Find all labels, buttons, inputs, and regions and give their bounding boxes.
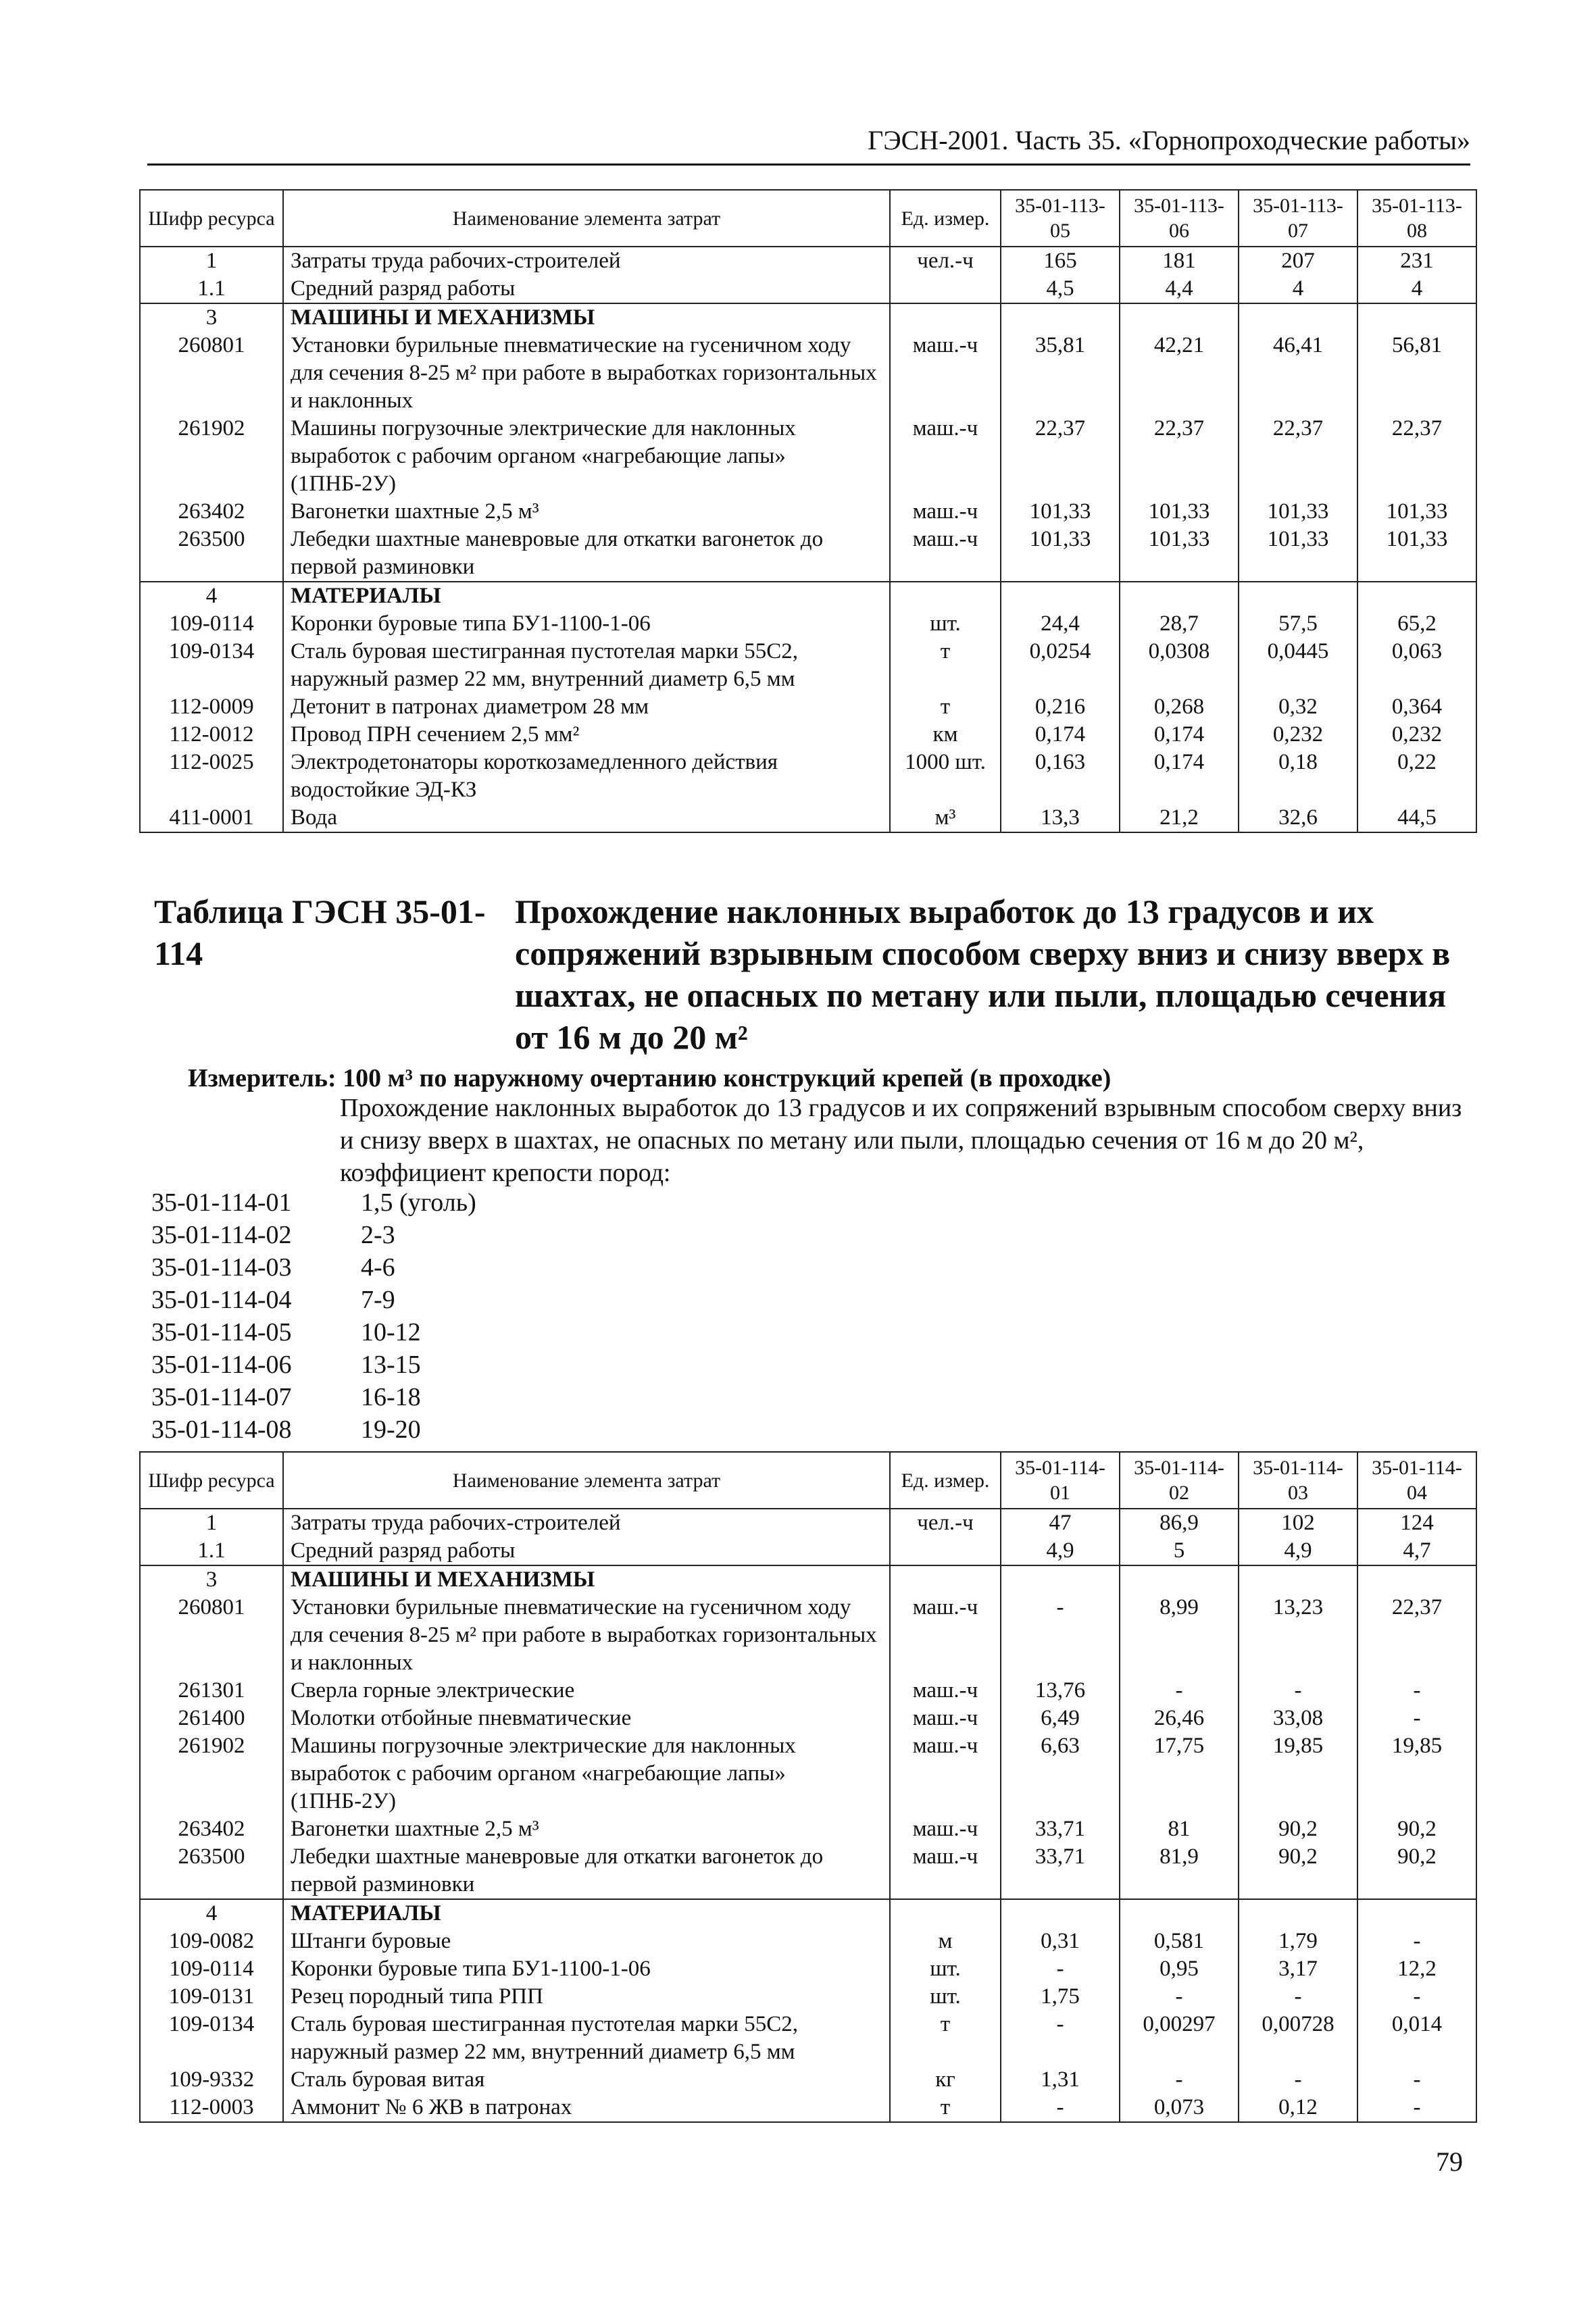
resource-code: 1 [140, 247, 283, 275]
table-row [140, 1705, 1476, 1732]
resource-value-4: 22,37 [1357, 415, 1476, 498]
variant-value: 10-12 [361, 1318, 421, 1347]
resource-value-3: - [1239, 1677, 1357, 1705]
resource-value-3: 4 [1239, 275, 1357, 303]
header-col-1: 35-01-114-01 [1001, 1452, 1120, 1509]
resource-value-1: - [1001, 1594, 1120, 1677]
table-row [140, 1899, 1476, 1928]
table-row [140, 1843, 1476, 1899]
resource-value-2: 101,33 [1120, 526, 1239, 582]
resource-value-3: 102 [1239, 1509, 1357, 1537]
resource-value-3: 1,79 [1239, 1928, 1357, 1955]
work-description: Прохождение наклонных выработок до 13 градусов и их сопряжений взрывным способом сверху вниз и снизу вверх в шахтах, не опасных по метану или пыли, площадью сечения от 16 м до 20 м², коэффициент крепости пород: [340, 1094, 1462, 1187]
resource-code: 112-0012 [140, 721, 283, 749]
resource-name: МАШИНЫ И МЕХАНИЗМЫ [283, 303, 890, 332]
variant-value: 1,5 (уголь) [361, 1188, 476, 1217]
resource-value-2: 28,7 [1120, 610, 1239, 638]
resource-value-2: 101,33 [1120, 498, 1239, 526]
table-row [140, 332, 1476, 415]
resource-value-4: 4,7 [1357, 1537, 1476, 1565]
resource-code: 261301 [140, 1677, 283, 1705]
header-col-4: 35-01-113-08 [1357, 190, 1476, 247]
resource-value-4 [1357, 1565, 1476, 1594]
resource-value-3: 90,2 [1239, 1815, 1357, 1843]
resource-name: Затраты труда рабочих-строителей [283, 247, 890, 275]
resource-code: 109-0114 [140, 610, 283, 638]
resource-name: Средний разряд работы [283, 1537, 890, 1565]
resource-unit: кг [890, 2066, 1001, 2094]
variant-value: 4-6 [361, 1253, 395, 1282]
header-col-2: 35-01-113-06 [1120, 190, 1239, 247]
table-row [140, 1509, 1476, 1537]
resource-value-1: 165 [1001, 247, 1120, 275]
resource-name: Машины погрузочные электрические для наклонных выработок с рабочим органом «нагребающие лапы» (1ПНБ-2У) [283, 415, 890, 498]
resource-code: 112-0009 [140, 693, 283, 721]
resource-table-113 [139, 189, 1477, 833]
resource-value-3: - [1239, 1983, 1357, 2011]
resource-unit: маш.-ч [890, 1594, 1001, 1677]
resource-value-1: 22,37 [1001, 415, 1120, 498]
resource-code: 112-0003 [140, 2094, 283, 2122]
resource-code: 1 [140, 1509, 283, 1537]
resource-name: Коронки буровые типа БУ1-1100-1-06 [283, 610, 890, 638]
resource-code: 411-0001 [140, 804, 283, 832]
table-row [140, 1732, 1476, 1815]
resource-unit: маш.-ч [890, 1815, 1001, 1843]
table-row [140, 2066, 1476, 2094]
variant-code: 35-01-114-05 [151, 1318, 292, 1347]
resource-name: Средний разряд работы [283, 275, 890, 303]
running-header: ГЭСН-2001. Часть 35. «Горнопроходческие работы» [147, 122, 1470, 166]
table-row [140, 247, 1476, 275]
table-row [140, 303, 1476, 332]
resource-value-1: - [1001, 1955, 1120, 1983]
resource-code: 263402 [140, 1815, 283, 1843]
resource-value-1 [1001, 1565, 1120, 1594]
resource-value-2: 0,174 [1120, 749, 1239, 804]
table-row [140, 498, 1476, 526]
resource-value-3: 101,33 [1239, 498, 1357, 526]
resource-code: 263402 [140, 498, 283, 526]
resource-value-2: 22,37 [1120, 415, 1239, 498]
page-number: 79 [1436, 2146, 1463, 2177]
resource-name: Лебедки шахтные маневровые для откатки вагонеток до первой разминовки [283, 1843, 890, 1899]
resource-value-2: - [1120, 1983, 1239, 2011]
resource-unit [890, 582, 1001, 610]
resource-value-1: 1,31 [1001, 2066, 1120, 2094]
header-code: Шифр ресурса [140, 190, 283, 247]
resource-value-1: 33,71 [1001, 1815, 1120, 1843]
resource-unit: 1000 шт. [890, 749, 1001, 804]
resource-value-1: 0,0254 [1001, 638, 1120, 693]
resource-unit: маш.-ч [890, 1843, 1001, 1899]
resource-code: 263500 [140, 1843, 283, 1899]
resource-value-2: 0,00297 [1120, 2011, 1239, 2066]
resource-unit: маш.-ч [890, 526, 1001, 582]
resource-value-2: 0,073 [1120, 2094, 1239, 2122]
resource-code: 109-0134 [140, 2011, 283, 2066]
resource-value-4: - [1357, 2066, 1476, 2094]
table-row [140, 2011, 1476, 2066]
header-unit: Ед. измер. [890, 190, 1001, 247]
resource-value-1: 4,5 [1001, 275, 1120, 303]
resource-value-4: 12,2 [1357, 1955, 1476, 1983]
resource-unit: маш.-ч [890, 1705, 1001, 1732]
resource-name: Установки бурильные пневматические на гусеничном ходу для сечения 8-25 м² при работе в выработках горизонтальных и наклонных [283, 332, 890, 415]
resource-value-4: - [1357, 1705, 1476, 1732]
resource-code: 263500 [140, 526, 283, 582]
resource-code: 260801 [140, 332, 283, 415]
table-row [140, 721, 1476, 749]
resource-value-3: 46,41 [1239, 332, 1357, 415]
resource-unit: т [890, 2011, 1001, 2066]
variant-item [151, 1284, 476, 1316]
resource-unit: маш.-ч [890, 415, 1001, 498]
resource-value-2 [1120, 1565, 1239, 1594]
table-row [140, 749, 1476, 804]
resource-value-3 [1239, 1899, 1357, 1928]
resource-value-1 [1001, 1899, 1120, 1928]
resource-value-3: 101,33 [1239, 526, 1357, 582]
variant-code: 35-01-114-03 [151, 1253, 292, 1282]
resource-value-1: 33,71 [1001, 1843, 1120, 1899]
variant-value: 19-20 [361, 1415, 421, 1444]
variant-code: 35-01-114-01 [151, 1188, 292, 1217]
resource-value-3: 57,5 [1239, 610, 1357, 638]
resource-unit: м [890, 1928, 1001, 1955]
resource-value-3: 13,23 [1239, 1594, 1357, 1677]
resource-name: Вагонетки шахтные 2,5 м³ [283, 498, 890, 526]
resource-value-3: 0,18 [1239, 749, 1357, 804]
resource-value-1: - [1001, 2011, 1120, 2066]
resource-value-4: 90,2 [1357, 1843, 1476, 1899]
resource-value-1: 0,163 [1001, 749, 1120, 804]
resource-value-1: 47 [1001, 1509, 1120, 1537]
resource-value-3: 0,12 [1239, 2094, 1357, 2122]
resource-unit [890, 275, 1001, 303]
resource-value-2: 181 [1120, 247, 1239, 275]
resource-name: Штанги буровые [283, 1928, 890, 1955]
variant-item [151, 1349, 476, 1381]
resource-name: Лебедки шахтные маневровые для откатки вагонеток до первой разминовки [283, 526, 890, 582]
resource-unit: шт. [890, 610, 1001, 638]
resource-name: Установки бурильные пневматические на гусеничном ходу для сечения 8-25 м² при работе в выработках горизонтальных и наклонных [283, 1594, 890, 1677]
resource-value-3 [1239, 1565, 1357, 1594]
table-row [140, 415, 1476, 498]
resource-unit [890, 1565, 1001, 1594]
resource-value-4: 231 [1357, 247, 1476, 275]
resource-name: Вагонетки шахтные 2,5 м³ [283, 1815, 890, 1843]
resource-unit: маш.-ч [890, 498, 1001, 526]
resource-value-3: 32,6 [1239, 804, 1357, 832]
resource-value-1: 101,33 [1001, 498, 1120, 526]
resource-code: 4 [140, 1899, 283, 1928]
resource-value-2: 17,75 [1120, 1732, 1239, 1815]
resource-value-2: 86,9 [1120, 1509, 1239, 1537]
resource-value-4: 19,85 [1357, 1732, 1476, 1815]
resource-value-3: 0,232 [1239, 721, 1357, 749]
resource-value-4: 44,5 [1357, 804, 1476, 832]
resource-value-2: 5 [1120, 1537, 1239, 1565]
resource-name: МАТЕРИАЛЫ [283, 1899, 890, 1928]
variant-code: 35-01-114-08 [151, 1415, 292, 1444]
resource-value-4: 90,2 [1357, 1815, 1476, 1843]
header-name: Наименование элемента затрат [283, 1452, 890, 1509]
header-col-2: 35-01-114-02 [1120, 1452, 1239, 1509]
table-row [140, 1565, 1476, 1594]
resource-value-2: 0,174 [1120, 721, 1239, 749]
resource-value-3: - [1239, 2066, 1357, 2094]
header-col-4: 35-01-114-04 [1357, 1452, 1476, 1509]
resource-value-4: - [1357, 2094, 1476, 2122]
resource-code: 3 [140, 1565, 283, 1594]
resource-value-1: 101,33 [1001, 526, 1120, 582]
variant-code: 35-01-114-02 [151, 1221, 292, 1249]
variant-item [151, 1251, 476, 1284]
resource-value-2 [1120, 1899, 1239, 1928]
variant-list [151, 1186, 476, 1446]
variant-code: 35-01-114-07 [151, 1383, 292, 1411]
resource-value-3: 207 [1239, 247, 1357, 275]
resource-value-3 [1239, 582, 1357, 610]
table-title [154, 890, 1472, 1058]
table-row [140, 1955, 1476, 1983]
resource-name: Затраты труда рабочих-строителей [283, 1509, 890, 1537]
resource-value-1: 0,216 [1001, 693, 1120, 721]
resource-value-4 [1357, 582, 1476, 610]
table-row [140, 1677, 1476, 1705]
table-row [140, 1983, 1476, 2011]
resource-value-4: - [1357, 1983, 1476, 2011]
resource-value-2: 0,0308 [1120, 638, 1239, 693]
variant-code: 35-01-114-04 [151, 1286, 292, 1314]
header-unit: Ед. измер. [890, 1452, 1001, 1509]
resource-value-2: 8,99 [1120, 1594, 1239, 1677]
resource-value-3: 3,17 [1239, 1955, 1357, 1983]
table-row [140, 804, 1476, 832]
table-header-row [140, 1452, 1476, 1509]
resource-name: Сталь буровая витая [283, 2066, 890, 2094]
resource-value-4: 56,81 [1357, 332, 1476, 415]
variant-value: 7-9 [361, 1286, 395, 1314]
variant-item [151, 1413, 476, 1446]
resource-name: Сверла горные электрические [283, 1677, 890, 1705]
resource-unit [890, 303, 1001, 332]
resource-name: Резец породный типа РПП [283, 1983, 890, 2011]
resource-value-1: 0,31 [1001, 1928, 1120, 1955]
resource-value-1 [1001, 582, 1120, 610]
resource-code: 3 [140, 303, 283, 332]
table-row [140, 1594, 1476, 1677]
resource-code: 260801 [140, 1594, 283, 1677]
resource-unit: шт. [890, 1983, 1001, 2011]
resource-value-2: 0,95 [1120, 1955, 1239, 1983]
variant-item [151, 1219, 476, 1251]
table-row [140, 638, 1476, 693]
resource-value-1: 35,81 [1001, 332, 1120, 415]
resource-value-4: 0,364 [1357, 693, 1476, 721]
resource-value-3: 0,00728 [1239, 2011, 1357, 2066]
resource-code: 1.1 [140, 275, 283, 303]
resource-value-1: 24,4 [1001, 610, 1120, 638]
resource-value-1: 4,9 [1001, 1537, 1120, 1565]
resource-value-4: 101,33 [1357, 498, 1476, 526]
resource-name: Провод ПРН сечением 2,5 мм² [283, 721, 890, 749]
resource-value-2: 4,4 [1120, 275, 1239, 303]
resource-value-1 [1001, 303, 1120, 332]
table-row [140, 1815, 1476, 1843]
header-col-3: 35-01-114-03 [1239, 1452, 1357, 1509]
table-body [140, 247, 1476, 832]
resource-unit: т [890, 2094, 1001, 2122]
resource-unit: т [890, 693, 1001, 721]
resource-code: 4 [140, 582, 283, 610]
resource-value-4: 0,063 [1357, 638, 1476, 693]
resource-value-1: 1,75 [1001, 1983, 1120, 2011]
resource-value-2: 26,46 [1120, 1705, 1239, 1732]
resource-unit [890, 1537, 1001, 1565]
resource-table-114 [139, 1451, 1477, 2123]
variant-item [151, 1316, 476, 1349]
resource-value-4: - [1357, 1928, 1476, 1955]
resource-code: 109-9332 [140, 2066, 283, 2094]
header-name: Наименование элемента затрат [283, 190, 890, 247]
resource-code: 261400 [140, 1705, 283, 1732]
resource-value-3: 0,32 [1239, 693, 1357, 721]
resource-value-1: 6,63 [1001, 1732, 1120, 1815]
resource-unit: м³ [890, 804, 1001, 832]
variant-value: 2-3 [361, 1221, 395, 1249]
resource-value-2: 42,21 [1120, 332, 1239, 415]
resource-name: Молотки отбойные пневматические [283, 1705, 890, 1732]
table-row [140, 1928, 1476, 1955]
resource-name: Вода [283, 804, 890, 832]
resource-value-2: 81 [1120, 1815, 1239, 1843]
resource-name: Сталь буровая шестигранная пустотелая марки 55С2, наружный размер 22 мм, внутренний диаметр 6,5 мм [283, 638, 890, 693]
header-col-1: 35-01-113-05 [1001, 190, 1120, 247]
resource-value-4 [1357, 303, 1476, 332]
measure-unit: Измеритель: 100 м³ по наружному очертанию конструкций крепей (в проходке) [188, 1064, 1112, 1092]
resource-value-4: 101,33 [1357, 526, 1476, 582]
resource-unit: чел.-ч [890, 1509, 1001, 1537]
resource-code: 109-0134 [140, 638, 283, 693]
table-row [140, 526, 1476, 582]
resource-value-2: 0,581 [1120, 1928, 1239, 1955]
variant-value: 13-15 [361, 1351, 421, 1379]
table-row [140, 2094, 1476, 2122]
table-row [140, 610, 1476, 638]
resource-value-2: - [1120, 1677, 1239, 1705]
table-row [140, 1537, 1476, 1565]
resource-value-2: 21,2 [1120, 804, 1239, 832]
resource-unit: км [890, 721, 1001, 749]
resource-value-4: 124 [1357, 1509, 1476, 1537]
header-code: Шифр ресурса [140, 1452, 283, 1509]
header-col-3: 35-01-113-07 [1239, 190, 1357, 247]
resource-value-3 [1239, 303, 1357, 332]
resource-value-4: 0,232 [1357, 721, 1476, 749]
table-row [140, 582, 1476, 610]
resource-value-2: 0,268 [1120, 693, 1239, 721]
resource-unit: маш.-ч [890, 1732, 1001, 1815]
resource-value-2 [1120, 303, 1239, 332]
resource-value-4: 22,37 [1357, 1594, 1476, 1677]
variant-value: 16-18 [361, 1383, 421, 1411]
resource-code: 261902 [140, 1732, 283, 1815]
resource-name: Детонит в патронах диаметром 28 мм [283, 693, 890, 721]
variant-item [151, 1381, 476, 1413]
resource-code: 109-0114 [140, 1955, 283, 1983]
resource-unit: маш.-ч [890, 332, 1001, 415]
resource-unit: т [890, 638, 1001, 693]
resource-value-3: 22,37 [1239, 415, 1357, 498]
resource-unit: шт. [890, 1955, 1001, 1983]
resource-value-2: - [1120, 2066, 1239, 2094]
resource-value-1: 13,76 [1001, 1677, 1120, 1705]
resource-value-4: 65,2 [1357, 610, 1476, 638]
resource-value-4: 4 [1357, 275, 1476, 303]
resource-value-4: 0,22 [1357, 749, 1476, 804]
resource-value-1: 0,174 [1001, 721, 1120, 749]
resource-code: 109-0082 [140, 1928, 283, 1955]
resource-name: Электродетонаторы короткозамедленного действия водостойкие ЭД-КЗ [283, 749, 890, 804]
resource-name: Аммонит № 6 ЖВ в патронах [283, 2094, 890, 2122]
resource-unit: маш.-ч [890, 1677, 1001, 1705]
resource-name: Сталь буровая шестигранная пустотелая марки 55С2, наружный размер 22 мм, внутренний диаметр 6,5 мм [283, 2011, 890, 2066]
resource-code: 112-0025 [140, 749, 283, 804]
resource-value-2: 81,9 [1120, 1843, 1239, 1899]
variant-item [151, 1186, 476, 1219]
resource-value-3: 90,2 [1239, 1843, 1357, 1899]
resource-value-4: - [1357, 1677, 1476, 1705]
resource-code: 109-0131 [140, 1983, 283, 2011]
resource-value-3: 4,9 [1239, 1537, 1357, 1565]
resource-name: МАШИНЫ И МЕХАНИЗМЫ [283, 1565, 890, 1594]
resource-value-1: 13,3 [1001, 804, 1120, 832]
resource-name: Коронки буровые типа БУ1-1100-1-06 [283, 1955, 890, 1983]
resource-name: МАТЕРИАЛЫ [283, 582, 890, 610]
resource-value-2 [1120, 582, 1239, 610]
table-body [140, 1509, 1476, 2122]
resource-value-1: 6,49 [1001, 1705, 1120, 1732]
resource-value-3: 0,0445 [1239, 638, 1357, 693]
table-header-row [140, 190, 1476, 247]
table-title-label: Таблица ГЭСН 35-01-114 [154, 892, 486, 972]
table-row [140, 275, 1476, 303]
resource-code: 261902 [140, 415, 283, 498]
variant-code: 35-01-114-06 [151, 1351, 292, 1379]
resource-value-3: 19,85 [1239, 1732, 1357, 1815]
resource-value-1: - [1001, 2094, 1120, 2122]
table-row [140, 693, 1476, 721]
resource-unit: чел.-ч [890, 247, 1001, 275]
resource-code: 1.1 [140, 1537, 283, 1565]
table-title-text: Прохождение наклонных выработок до 13 градусов и их сопряжений взрывным способом сверху вниз и снизу вверх в шахтах, не опасных по метану или пыли, площадью сечения от 16 м до 20 м² [515, 892, 1451, 1056]
resource-value-3: 33,08 [1239, 1705, 1357, 1732]
resource-value-4: 0,014 [1357, 2011, 1476, 2066]
resource-name: Машины погрузочные электрические для наклонных выработок с рабочим органом «нагребающие лапы» (1ПНБ-2У) [283, 1732, 890, 1815]
resource-unit [890, 1899, 1001, 1928]
resource-value-4 [1357, 1899, 1476, 1928]
